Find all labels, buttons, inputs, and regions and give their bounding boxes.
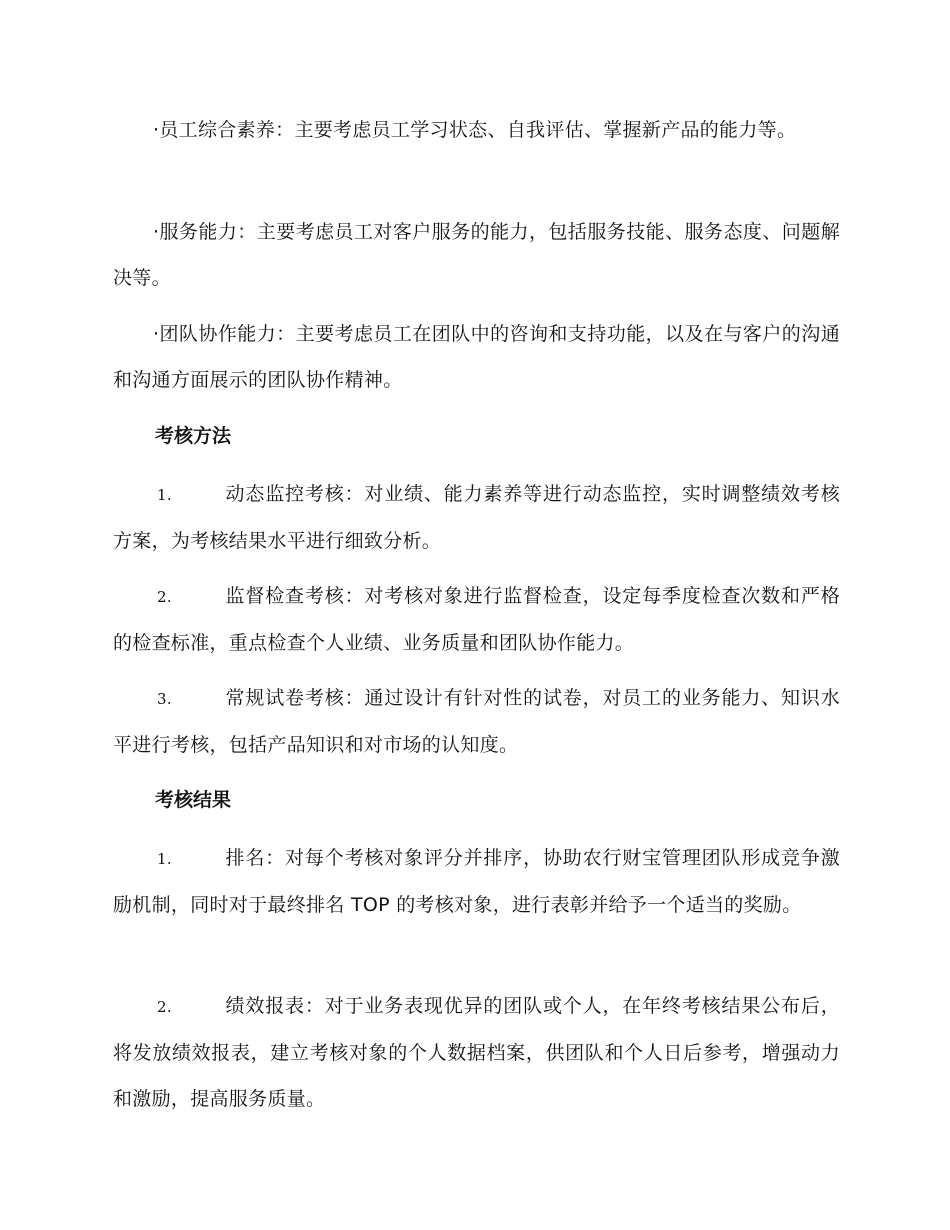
section-heading-methods: 考核方法	[155, 425, 232, 447]
item-number: 1.	[157, 486, 172, 504]
item-text: 监督检查考核：对考核对象进行监督检查，设定每季度检查次数和严格的检查标准，重点检查个人业绩、业务质量和团队协作能力。	[113, 585, 840, 654]
method-item-2	[113, 573, 840, 666]
item-number: 2.	[157, 998, 172, 1016]
item-text: 绩效报表：对于业务表现优异的团队或个人，在年终考核结果公布后，将发放绩效报表，建立考核对象的个人数据档案，供团队和个人日后参考，增强动力和激励，提高服务质量。	[113, 995, 840, 1110]
item-number: 3.	[157, 690, 172, 708]
method-item-3	[113, 675, 840, 768]
result-item-2	[113, 983, 840, 1122]
bullet-staff-quality: ·员工综合素养：主要考虑员工学习状态、自我评估、掌握新产品的能力等。	[153, 119, 797, 141]
item-text: 动态监控考核：对业绩、能力素养等进行动态监控，实时调整绩效考核方案，为考核结果水平进行细致分析。	[113, 483, 840, 552]
method-item-1	[113, 471, 840, 564]
item-text: 常规试卷考核：通过设计有针对性的试卷，对员工的业务能力、知识水平进行考核，包括产品知识和对市场的认知度。	[113, 687, 840, 756]
section-heading-results: 考核结果	[155, 789, 232, 811]
item-text: 排名：对每个考核对象评分并排序，协助农行财宝管理团队形成竞争激励机制，同时对于最终排名 TOP 的考核对象，进行表彰并给予一个适当的奖励。	[113, 847, 840, 916]
bullet-teamwork-ability: ·团队协作能力：主要考虑员工在团队中的咨询和支持功能，以及在与客户的沟通和沟通方面展示的团队协作精神。	[113, 323, 840, 391]
item-number: 2.	[157, 588, 172, 606]
bullet-service-ability: ·服务能力：主要考虑员工对客户服务的能力，包括服务技能、服务态度、问题解决等。	[113, 221, 840, 289]
item-number: 1.	[157, 850, 172, 868]
result-item-1	[113, 835, 840, 928]
